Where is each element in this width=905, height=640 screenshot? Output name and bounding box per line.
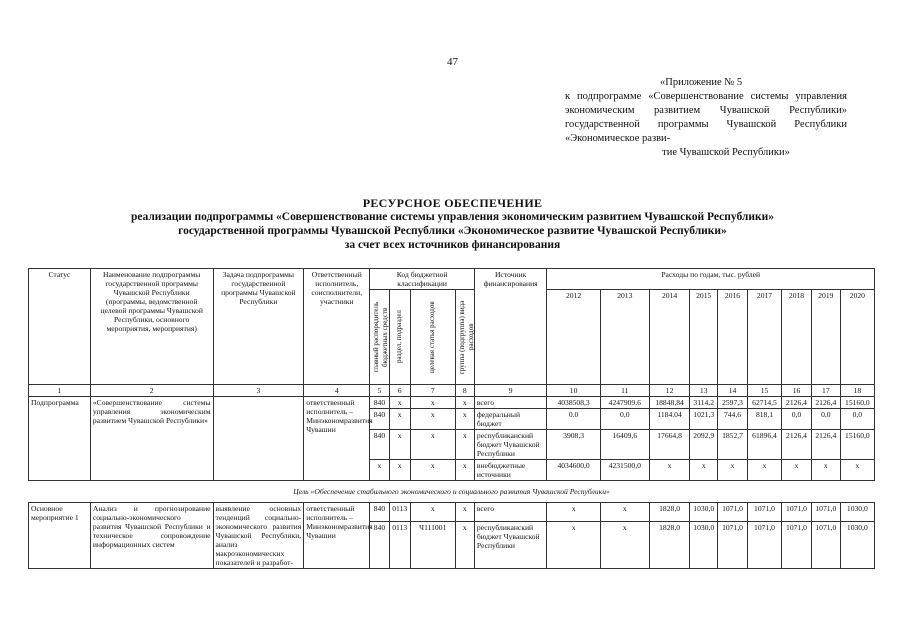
expense-value: х — [690, 460, 718, 481]
col-number: 2 — [90, 385, 213, 397]
year-header: 2019 — [811, 290, 840, 385]
year-header: 2013 — [600, 290, 649, 385]
col-number: 7 — [410, 385, 455, 397]
column-number-row — [29, 385, 875, 397]
budget-code-cell: 840 — [370, 521, 389, 568]
col-number: 8 — [455, 385, 474, 397]
expense-value: 744,6 — [718, 409, 748, 430]
col-number: 4 — [304, 385, 370, 397]
budget-code-cell: х — [410, 460, 455, 481]
expense-value: 1071,0 — [782, 503, 812, 522]
expense-value: 2092,9 — [690, 430, 718, 460]
header-gr-text: главный распорядитель бюджетных средств — [372, 301, 390, 373]
expense-value: 15160,0 — [840, 397, 874, 409]
expense-value: х — [747, 460, 781, 481]
budget-code-cell: х — [455, 397, 474, 409]
year-header: 2015 — [690, 290, 718, 385]
header-expenses: Расходы по годам, тыс. рублей — [547, 269, 875, 290]
page-number: 47 — [447, 56, 458, 68]
expense-value: 1071,0 — [747, 521, 781, 568]
year-header: 2016 — [718, 290, 748, 385]
expense-value: х — [547, 503, 600, 522]
header-source: Источник финансирования — [474, 269, 547, 385]
header-budget-code: Код бюджетной классификации — [370, 269, 475, 290]
expense-value: 62714,5 — [747, 397, 781, 409]
expense-value: х — [840, 460, 874, 481]
expense-value: 0,0 — [840, 409, 874, 430]
expense-value: 1071,0 — [782, 521, 812, 568]
expense-value: 0.0 — [547, 409, 600, 430]
expense-value: 1030,0 — [690, 503, 718, 522]
expense-value: х — [811, 460, 840, 481]
budget-code-cell: х — [410, 503, 455, 522]
expense-value: 1071,0 — [811, 503, 840, 522]
col-number: 3 — [213, 385, 304, 397]
expense-value: 2126,4 — [811, 397, 840, 409]
expense-value: 1828,0 — [649, 503, 690, 522]
expense-value: 2597,3 — [718, 397, 748, 409]
goal-text: Цель «Обеспечение стабильного экономического и социального развития Чувашской Республики» — [29, 481, 875, 503]
budget-code-cell: 840 — [370, 409, 389, 430]
budget-code-cell: х — [389, 397, 410, 409]
expense-value: х — [600, 521, 649, 568]
col-number: 5 — [370, 385, 389, 397]
year-header: 2014 — [649, 290, 690, 385]
budget-code-cell: 840 — [370, 503, 389, 522]
year-header: 2018 — [782, 290, 812, 385]
expense-value: 0,0 — [811, 409, 840, 430]
expense-value: х — [718, 460, 748, 481]
expense-value: 3114,2 — [690, 397, 718, 409]
expense-value: х — [547, 521, 600, 568]
row-status: Подпрограмма — [29, 397, 91, 481]
expense-value: 4247909,6 — [600, 397, 649, 409]
expense-value: 1071,0 — [718, 503, 748, 522]
resource-table — [28, 268, 875, 569]
expense-value: х — [600, 503, 649, 522]
col-number: 12 — [649, 385, 690, 397]
budget-code-cell: х — [455, 409, 474, 430]
expense-value: 2126,4 — [782, 397, 812, 409]
col-number: 16 — [782, 385, 812, 397]
funding-source: федеральный бюджет — [474, 409, 547, 430]
header-group-text: группа (подгруппа) вида расходов — [457, 300, 475, 374]
expense-value: 16409,6 — [600, 430, 649, 460]
expense-value: 15160,0 — [840, 430, 874, 460]
header-name: Наименование подпрограммы государственной программы Чувашской Республики (программы, ведомственной целевой программы Чувашской Республики, основного мероприятия, мероприятия) — [90, 269, 213, 385]
expense-value: 1184.04 — [649, 409, 690, 430]
budget-code-cell: х — [389, 460, 410, 481]
budget-code-cell: 840 — [370, 430, 389, 460]
header-executor: Ответственный исполнитель, соисполнители, участники — [304, 269, 370, 385]
budget-code-cell: х — [370, 460, 389, 481]
col-number: 11 — [600, 385, 649, 397]
row-task — [213, 397, 304, 481]
budget-code-cell: 0113 — [389, 521, 410, 568]
budget-code-cell: 840 — [370, 397, 389, 409]
row-name: «Совершенствование системы управления экономическим развитием Чувашской Республики» — [90, 397, 213, 481]
budget-code-cell: х — [410, 409, 455, 430]
header-gr — [370, 290, 389, 385]
expense-value: 1030,0 — [840, 521, 874, 568]
row-executor: ответственный исполнитель – Минэкономразвития Чувашии — [304, 503, 370, 569]
heading-line2: реализации подпрограммы «Совершенствование системы управления экономическим развитием Чувашской Республики» — [130, 211, 775, 223]
expense-value: 61896,4 — [747, 430, 781, 460]
heading-line4: за счет всех источников финансирования — [344, 239, 561, 251]
heading-title: РЕСУРСНОЕ ОБЕСПЕЧЕНИЕ — [362, 196, 543, 210]
expense-value: 18848,84 — [649, 397, 690, 409]
expense-value: 1030,0 — [840, 503, 874, 522]
expense-value: 1071,0 — [718, 521, 748, 568]
col-number: 18 — [840, 385, 874, 397]
header-target-text: целевая статья расходов — [428, 301, 437, 373]
budget-code-cell: х — [455, 521, 474, 568]
expense-value: 1021,3 — [690, 409, 718, 430]
expense-value: х — [782, 460, 812, 481]
header-section — [389, 290, 410, 385]
budget-code-cell: х — [389, 409, 410, 430]
table-row — [29, 503, 875, 522]
expense-value: 2126,4 — [782, 430, 812, 460]
row-status: Основное мероприятие 1 — [29, 503, 91, 569]
table-body — [29, 385, 875, 569]
table-row — [29, 397, 875, 409]
header-group — [455, 290, 474, 385]
expense-value: х — [649, 460, 690, 481]
expense-value: 2126,4 — [811, 430, 840, 460]
funding-source: всего — [474, 503, 547, 522]
header-status: Статус — [29, 269, 91, 385]
expense-value: 818,1 — [747, 409, 781, 430]
col-number: 15 — [747, 385, 781, 397]
col-number: 9 — [474, 385, 547, 397]
header-section-text: раздел, подраздел — [395, 310, 404, 364]
col-number: 17 — [811, 385, 840, 397]
col-number: 14 — [718, 385, 748, 397]
funding-source: всего — [474, 397, 547, 409]
expense-value: 17664,8 — [649, 430, 690, 460]
appendix-text: к подпрограмме «Совершенствование системы управления экономическим развитием Чувашской Республики» государственной программы Чувашской Республики «Экономическое разви- — [565, 91, 847, 144]
expense-value: 1852,7 — [718, 430, 748, 460]
col-number: 13 — [690, 385, 718, 397]
appendix-last: тие Чувашской Республики» — [662, 147, 790, 158]
funding-source: республиканский бюджет Чувашской Республики — [474, 521, 547, 568]
expense-value: 1071,0 — [811, 521, 840, 568]
document-heading — [40, 196, 865, 252]
expense-value: 0,0 — [600, 409, 649, 430]
appendix-line1: «Приложение № 5 — [660, 77, 743, 88]
budget-code-cell: Ч111001 — [410, 521, 455, 568]
col-number: 6 — [389, 385, 410, 397]
expense-value: 0,0 — [782, 409, 812, 430]
expense-value: 4038508,3 — [547, 397, 600, 409]
budget-code-cell: х — [455, 430, 474, 460]
header-row-1 — [29, 269, 875, 290]
col-number: 10 — [547, 385, 600, 397]
row-task: выявление основных тенденций социально-экономического развития Чувашской Республики, анализ макроэкономических показателей и разработ- — [213, 503, 304, 569]
budget-code-cell: х — [455, 503, 474, 522]
expense-value: 4231500,0 — [600, 460, 649, 481]
budget-code-cell: х — [389, 430, 410, 460]
year-header: 2020 — [840, 290, 874, 385]
appendix-note — [565, 76, 847, 160]
year-header: 2012 — [547, 290, 600, 385]
expense-value: 1828,0 — [649, 521, 690, 568]
header-target — [410, 290, 455, 385]
year-header: 2017 — [747, 290, 781, 385]
col-number: 1 — [29, 385, 91, 397]
expense-value: 1030,0 — [690, 521, 718, 568]
budget-code-cell: 0113 — [389, 503, 410, 522]
expense-value: 1071,0 — [747, 503, 781, 522]
funding-source: республиканский бюджет Чувашской Республики — [474, 430, 547, 460]
expense-value: 4034600,0 — [547, 460, 600, 481]
header-task: Задача подпрограммы государственной программы Чувашской Республики — [213, 269, 304, 385]
budget-code-cell: х — [410, 430, 455, 460]
heading-line3: государственной программы Чувашской Республики «Экономическое развитие Чувашской Республики» — [178, 225, 727, 237]
budget-code-cell: х — [455, 460, 474, 481]
row-executor: ответственный исполнитель – Минэкономразвития Чувашии — [304, 397, 370, 481]
expense-value: 3908,3 — [547, 430, 600, 460]
row-name: Анализ и прогнозирование социально-экономического развития Чувашской Республики и техническое сопровождение информационных систем — [90, 503, 213, 569]
funding-source: внебюджетные источники — [474, 460, 547, 481]
budget-code-cell: х — [410, 397, 455, 409]
goal-row — [29, 481, 875, 503]
